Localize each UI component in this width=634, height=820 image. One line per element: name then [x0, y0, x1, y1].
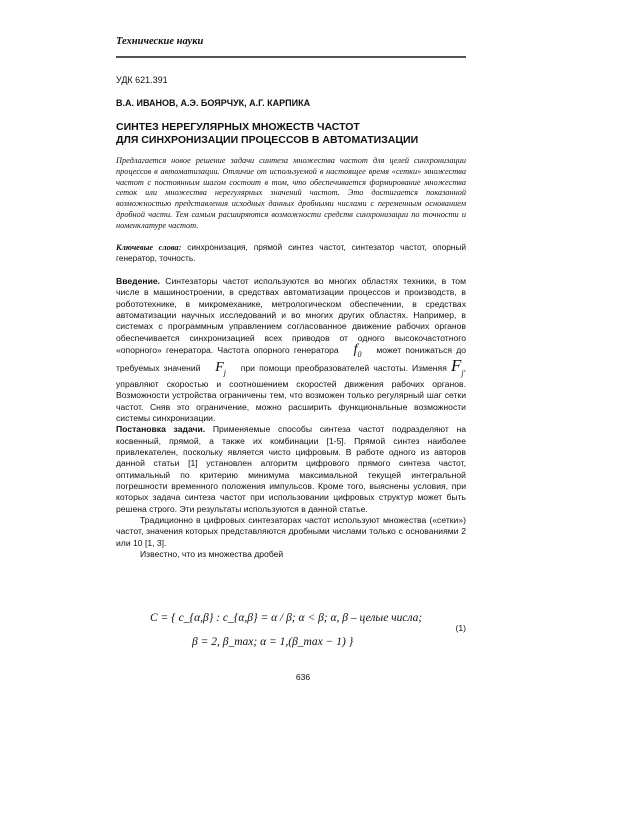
page-number: 636	[295, 672, 311, 682]
intro-text-4: , управляют скоростью и соотношением скоростей движения рабочих органов. Возможности устройства ограничены тем, что возможен только регулярный шаг сетки частот. Сняв это ограничение, можно расширить функциональные возможности системы синхронизации.	[116, 363, 467, 423]
title-line-1: СИНТЕЗ НЕРЕГУЛЯРНЫХ МНОЖЕСТВ ЧАСТОТ	[116, 121, 360, 133]
title-line-2: ДЛЯ СИНХРОНИЗАЦИИ ПРОЦЕССОВ В АВТОМАТИЗАЦИИ	[116, 133, 419, 146]
article-body	[116, 276, 466, 560]
symbol-Fj-2: $F_j$	[451, 356, 464, 378]
formula-line-1: C = { c_{α,β} : c_{α,β} = α / β; α < β; α, β – целые числа;	[150, 612, 423, 624]
tradition-paragraph: Традиционно в цифровых синтезаторах частот используют множества («сетки») частот, значения которых представляются дробными числами только с основаниями 2 или 10 [1, 3].	[116, 515, 466, 548]
problem-paragraph	[116, 424, 466, 515]
abstract: Предлагается новое решение задачи синтеза множества частот для целей синхронизации процессов в автоматизации. Отличие от используемой в настоящее время «сетки» множества частот с постоянным шагом состоит в том, что обеспечивается формирование множества сеток или множества нерегулярных значений частот. Это достигается показанной возможностью представления исходных данных дробными числами с переменным основанием дробной части. Тем самым расширяются возможности средств синхронизации по точности и номенклатуре частот.	[116, 156, 466, 230]
udc-code: УДК 621.391	[116, 75, 168, 85]
header-rule	[116, 56, 466, 58]
authors: В.А. ИВАНОВ, А.Э. БОЯРЧУК, А.Г. КАРПИКА	[116, 98, 311, 108]
equation-number: (1)	[455, 623, 466, 633]
intro-text-1: Синтезаторы частот используются во многих областях техники, в том числе в машиностроении, в средствах автоматизации процессов и производств, в робототехнике, в микромеханике, метрологическом обеспечении, в средствах автоматизации научных исследований и во многих других областях. Например, в системах с программным управлением согласованное движение рабочих органов обеспечивается синхронизацией всех приводов от одного высокочастотного «опорного» генератора. Частота опорного генератора	[116, 276, 466, 356]
symbol-Fj: $F_j$	[215, 360, 227, 377]
problem-label: Постановка задачи.	[116, 424, 206, 435]
keywords-label: Ключевые слова:	[116, 243, 182, 252]
running-title: Технические науки	[116, 36, 204, 47]
intro-paragraph	[116, 276, 466, 424]
intro-text-3: при помощи преобразователей частоты. Изменяя	[240, 363, 447, 374]
intro-label: Введение.	[116, 276, 161, 286]
keywords-text: синхронизация, прямой синтез частот, синтезатор частот, опорный генератор, точность.	[116, 242, 466, 263]
formula-1	[116, 612, 466, 656]
problem-text: Применяемые способы синтеза частот подразделяют на косвенный, прямой, а также их комбинации [1-5]. Прямой синтез наиболее привлекателен, поскольку является чисто цифровым. В работе одного из авторов данной статьи [1] установлен алгоритм цифрового прямого синтеза частот, оптимальный по критерию минимума максимальной текущей интегральной погрешности временного положения импульсов. Кроме того, выяснены условия, при которых задача синтеза частот при использовании цифровых структур может быть решена строго. Эти результаты используются в данной статье.	[116, 424, 467, 514]
intro-text-2: может понижаться до требуемых значений	[116, 345, 467, 374]
symbol-f0: $f_0$	[353, 342, 362, 359]
article-title	[116, 121, 466, 146]
keywords	[116, 242, 466, 264]
formula-line-2: β = 2, β_max; α = 1,(β_max − 1) }	[192, 636, 354, 648]
known-paragraph: Известно, что из множества дробей	[140, 549, 284, 560]
